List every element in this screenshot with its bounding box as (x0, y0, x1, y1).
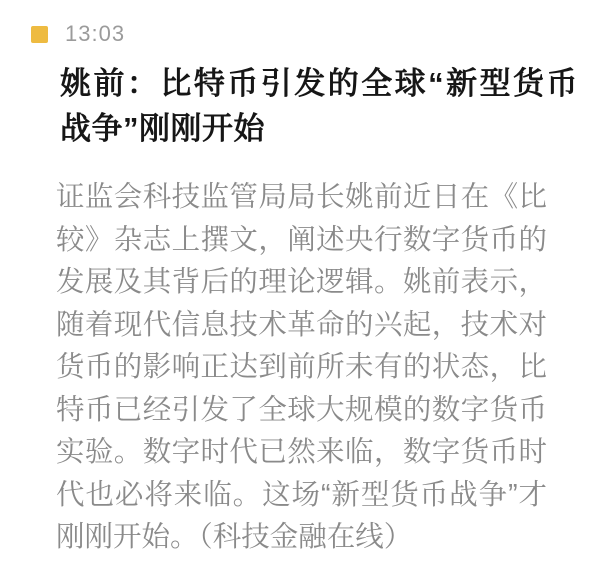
news-article[interactable] (0, 61, 600, 559)
article-title[interactable]: 姚前：比特币引发的全球“新型货币战争”刚刚开始 (60, 66, 578, 146)
article-body: 证监会科技监管局局长姚前近日在《比较》杂志上撰文，阐述央行数字货币的发展及其背后的理论逻辑。姚前表示，随着现代信息技术革命的兴起，技术对货币的影响正达到前所未有的状态，比特币已经引发了全球大规模的数字货币实验。数字时代已然来临，数字货币时代也必将来临。这场“新型货币战争”才刚刚开始。（科技金融在线） (56, 181, 547, 553)
timestamp-row (0, 0, 600, 44)
feed-bullet-icon (31, 26, 48, 43)
timestamp: 13:03 (65, 21, 126, 46)
